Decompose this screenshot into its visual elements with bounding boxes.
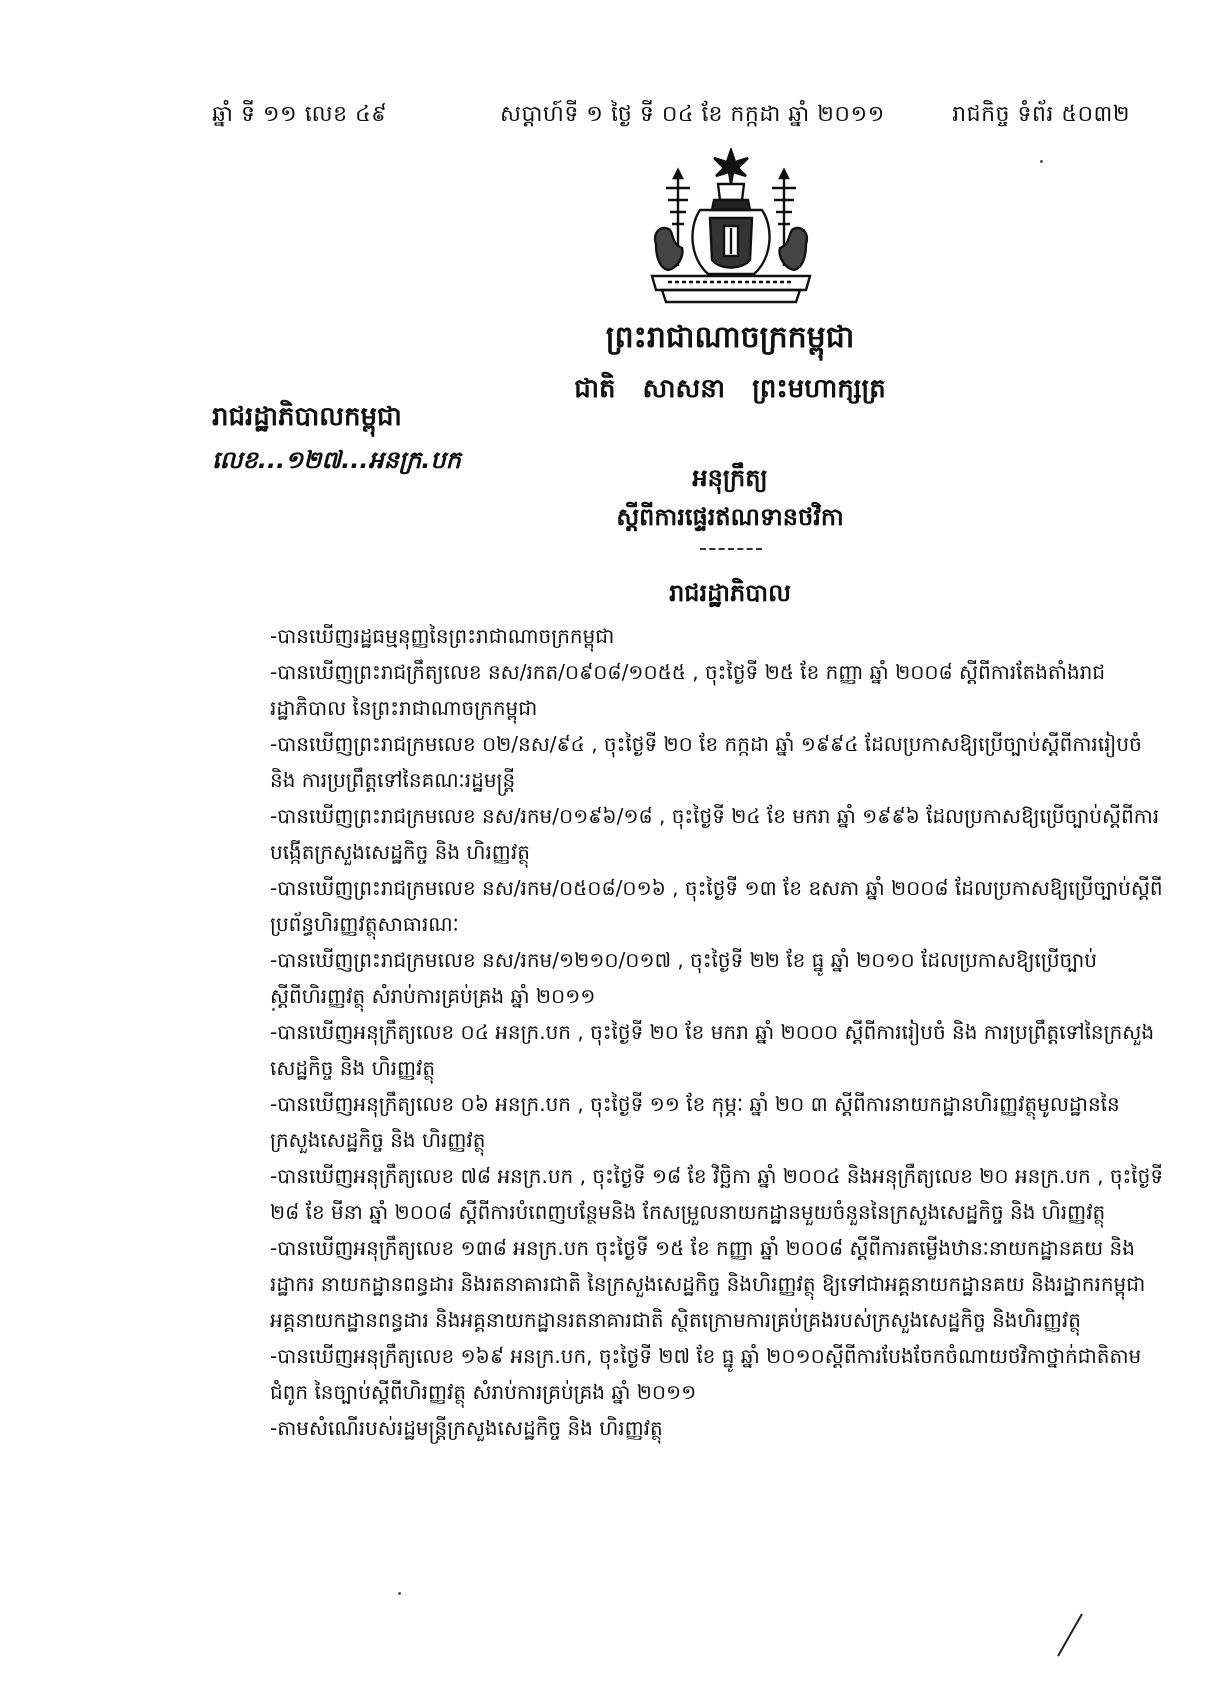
national-motto: ជាតិ សាសនា ព្រះមហាក្សត្រ (574, 374, 886, 404)
royal-coat-of-arms-icon (638, 148, 824, 308)
gazette-page-number: រាជកិច្ច ទំព័រ ៥០៣២ (952, 102, 1130, 127)
preamble-clause: -បានឃើញអនុក្រឹត្យលេខ ១៦៩ អនក្រ.បក, ចុះថ្ងៃទី ២៧ ខែ ធ្នូ ឆ្នាំ ២០១០ស្តីពីការបែងចែកចំណាយថវិកាថ្នាក់ជាតិតាមជំពូក នៃច្បាប់ស្តីពីហិរញ្ញវត្ថុ សំរាប់ការគ្រប់គ្រង ឆ្នាំ ២០១១ (270, 1344, 1142, 1404)
preamble-clause: -បានឃើញព្រះរាជក្រមលេខ នស/រកម/០៥០៨/០១៦ , ចុះថ្ងៃទី ១៣ ខែ ឧសភា ឆ្នាំ ២០០៨ ដែលប្រកាសឱ្យប្រើច្បាប់ស្តីពីប្រព័ន្ធហិរញ្ញវត្ថុសាធារណៈ (270, 876, 1163, 936)
preamble-clause: -បានឃើញអនុក្រឹត្យលេខ ១៣៨ អនក្រ.បក ចុះថ្ងៃទី ១៥ ខែ កញ្ញា ឆ្នាំ ២០០៨ ស្តីពីការតម្លើងឋានៈនាយកដ្ឋានគយ និងរដ្ឋាករ នាយកដ្ឋានពន្ធដារ និងរតនាគារជាតិ នៃក្រសួងសេដ្ឋកិច្ច និងហិរញ្ញវត្ថុ ឱ្យទៅជាអគ្គនាយកដ្ឋានគយ និងរដ្ឋាករកម្ពុជា អគ្គនាយកដ្ឋានពន្ធដារ និងអគ្គនាយកដ្ឋានរតនាគារជាតិ ស្ថិតក្រោមការគ្រប់គ្រងរបស់ក្រសួងសេដ្ឋកិច្ច និងហិរញ្ញវត្ថុ (270, 1236, 1146, 1332)
document-type: អនុក្រឹត្យ (692, 464, 768, 492)
preamble-clause: -បានឃើញព្រះរាជក្រមលេខ ០២/នស/៩៤ , ចុះថ្ងៃទី ២០ ខែ កក្កដា ឆ្នាំ ១៩៩៤ ដែលប្រកាសឱ្យប្រើច្បាប់ស្តីពីការរៀបចំ និង ការប្រព្រឹត្តទៅនៃគណៈរដ្ឋមន្ត្រី (270, 732, 1142, 792)
gazette-week-date: សប្តាហ៍ទី ១ ថ្ងៃ ទី ០៤ ខែ កក្កដា ឆ្នាំ ២០១១ (500, 102, 885, 127)
preamble-clause: -បានឃើញអនុក្រឹត្យលេខ ៧៨ អនក្រ.បក , ចុះថ្ងៃទី ១៨ ខែ វិច្ឆិកា ឆ្នាំ ២០០៤ និងអនុក្រឹត្យលេខ ២០ អនក្រ.បក , ចុះថ្ងៃទី ២៨ ខែ មីនា ឆ្នាំ ២០០៨ ស្តីពីការបំពេញបន្ថែមនិង កែសម្រួលនាយកដ្ឋានមួយចំនួននៃក្រសួងសេដ្ឋកិច្ច និង ហិរញ្ញវត្ថុ (270, 1164, 1164, 1224)
preamble-clause: -តាមសំណើរបស់រដ្ឋមន្ត្រីក្រសួងសេដ្ឋកិច្ច និង ហិរញ្ញវត្ថុ (270, 1416, 663, 1440)
preamble-clause: -បានឃើញព្រះរាជក្រមលេខ នស/រកម/០១៩៦/១៨ , ចុះថ្ងៃទី ២៤ ខែ មករា ឆ្នាំ ១៩៩៦ ដែលប្រកាសឱ្យប្រើច្បាប់ស្តីពីការបង្កើតក្រសួងសេដ្ឋកិច្ច និង ហិរញ្ញវត្ថុ (270, 804, 1160, 864)
document-subject: ស្តីពីការផ្ទេរឥណទានថវិកា (616, 503, 844, 531)
preamble-clause: -បានឃើញរដ្ឋធម្មនុញ្ញនៃព្រះរាជាណាចក្រកម្ពុជា (270, 624, 615, 648)
pen-mark-icon (1052, 1610, 1092, 1660)
preamble-clause: -បានឃើញព្រះរាជក្រមលេខ នស/រកម/១២១០/០១៧ , ចុះថ្ងៃទី ២២ ខែ ធ្នូ ឆ្នាំ ២០១០ ដែលប្រកាសឱ្យប្រើច្បាប់ស្តីពីហិរញ្ញវត្ថុ សំរាប់ការគ្រប់គ្រង ឆ្នាំ ២០១១ (270, 948, 1097, 1008)
scan-speck (398, 1592, 401, 1595)
preamble-clause: -បានឃើញព្រះរាជក្រឹត្យលេខ នស/រកត/០៩០៨/១០៥៥ , ចុះថ្ងៃទី ២៥ ខែ កញ្ញា ឆ្នាំ ២០០៨ ស្តីពីការតែងតាំងរាជរដ្ឋាភិបាល នៃព្រះរាជាណាចក្រកម្ពុជា (270, 660, 1106, 720)
gazette-year-issue: ឆ្នាំ ទី ១១ លេខ ៤៩ (212, 102, 388, 127)
scan-speck (272, 1008, 275, 1011)
preamble-clause: -បានឃើញអនុក្រឹត្យលេខ ០៦ អនក្រ.បក , ចុះថ្ងៃទី ១១ ខែ កុម្ភៈ ឆ្នាំ ២០ ៣ ស្តីពីការនាយកដ្ឋានហិរញ្ញវត្ថុមូលដ្ឋាននៃក្រសួងសេដ្ឋកិច្ច និង ហិរញ្ញវត្ថុ (270, 1092, 1120, 1152)
preamble-clause: -បានឃើញអនុក្រឹត្យលេខ ០៤ អនក្រ.បក , ចុះថ្ងៃទី ២០ ខែ មករា ឆ្នាំ ២០០០ ស្តីពីការរៀបចំ និង ការប្រព្រឹត្តទៅនៃក្រសួងសេដ្ឋកិច្ច និង ហិរញ្ញវត្ថុ (270, 1020, 1155, 1080)
scan-speck (1040, 160, 1043, 163)
issuer-heading: រាជរដ្ឋាភិបាល (669, 579, 791, 607)
kingdom-title: ព្រះរាជាណាចក្រកម្ពុជា (605, 320, 855, 355)
reference-number: លេខ...១២៧...អនក្រ.បក (212, 446, 461, 474)
issuing-government-label: រាជរដ្ឋាភិបាលកម្ពុជា (212, 402, 402, 432)
preamble-clause-list (270, 618, 1170, 1446)
title-divider (700, 548, 762, 550)
